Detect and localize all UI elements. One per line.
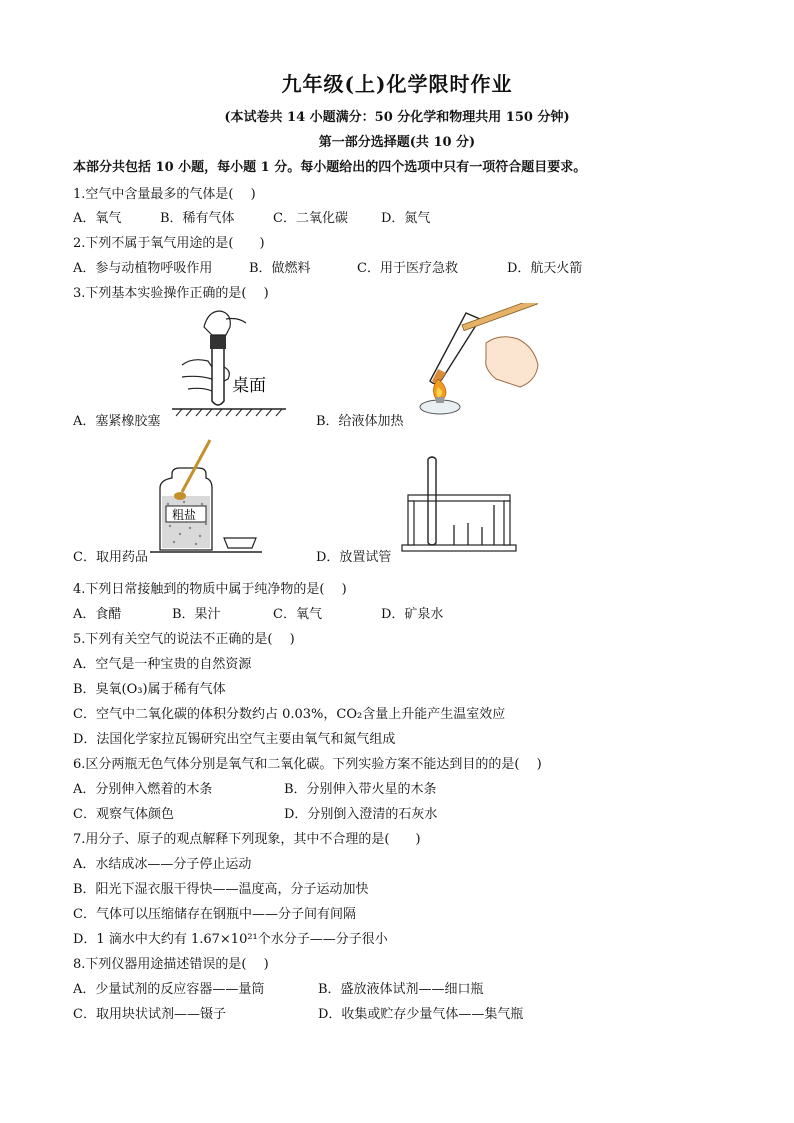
q6-option-c: C．观察气体颜色 <box>73 807 174 822</box>
q5-option-d: D．法国化学家拉瓦锡研究出空气主要由氧气和氮气组成 <box>73 732 396 747</box>
exam-info: (本试卷共 14 小题满分：50 分化学和物理共用 150 分钟) <box>224 110 570 125</box>
q2-option-c: C．用于医疗急救 <box>357 261 458 276</box>
q4-option-d: D．矿泉水 <box>381 607 444 622</box>
q8-option-d: D．收集或贮存少量气体——集气瓶 <box>318 1007 524 1022</box>
q7-option-a: A．水结成冰——分子停止运动 <box>73 857 252 872</box>
figure-a-stopper <box>168 305 290 417</box>
question-7-stem: 7.用分子、原子的观点解释下列现象，其中不合理的是( ) <box>73 832 421 847</box>
q7-option-c: C．气体可以压缩储存在钢瓶中——分子间有间隔 <box>73 907 356 922</box>
salt-label: 粗盐 <box>172 508 197 522</box>
q2-option-b: B．做燃料 <box>249 261 311 276</box>
q7-option-b: B．阳光下湿衣服干得快——温度高，分子运动加快 <box>73 882 369 897</box>
question-8-stem: 8.下列仪器用途描述错误的是( ) <box>73 957 269 972</box>
figure-b-heating <box>400 303 545 415</box>
q2-option-d: D．航天火箭 <box>507 261 583 276</box>
figure-d-test-tube-rack <box>398 455 520 555</box>
section-heading: 第一部分选择题(共 10 分) <box>318 135 476 150</box>
q5-option-b: B．臭氧(O₃)属于稀有气体 <box>73 682 226 697</box>
q8-option-a: A．少量试剂的反应容器——量筒 <box>73 982 265 997</box>
q7-option-d: D．1 滴水中大约有 1.67×10²¹个水分子——分子很小 <box>73 932 388 947</box>
page-title: 九年级(上)化学限时作业 <box>281 72 513 96</box>
q3-option-d: D．放置试管 <box>316 550 392 565</box>
q1-option-b: B．稀有气体 <box>160 211 235 226</box>
question-4-stem: 4.下列日常接触到的物质中属于纯净物的是( ) <box>73 582 347 597</box>
desk-label: 桌面 <box>232 376 266 396</box>
q4-option-c: C．氧气 <box>273 607 322 622</box>
q6-option-b: B．分别伸入带火星的木条 <box>284 782 437 797</box>
q1-option-a: A．氧气 <box>73 211 122 226</box>
q1-option-c: C．二氧化碳 <box>273 211 348 226</box>
q6-option-d: D．分别倒入澄清的石灰水 <box>284 807 438 822</box>
question-1-stem: 1.空气中含量最多的气体是( ) <box>73 187 256 202</box>
q3-option-b: B．给液体加热 <box>316 414 404 429</box>
question-5-stem: 5.下列有关空气的说法不正确的是( ) <box>73 632 295 647</box>
section-instructions: 本部分共包括 10 小题，每小题 1 分。每小题给出的四个选项中只有一项符合题目要求。 <box>73 160 587 175</box>
question-2-stem: 2.下列不属于氧气用途的是( ) <box>73 236 265 251</box>
q5-option-c: C．空气中二氧化碳的体积分数约占 0.03%，CO₂含量上升能产生温室效应 <box>73 707 506 722</box>
question-6-stem: 6.区分两瓶无色气体分别是氧气和二氧化碳。下列实验方案不能达到目的的是( ) <box>73 757 542 772</box>
q4-option-a: A．食醋 <box>73 607 122 622</box>
q8-option-c: C．取用块状试剂——镊子 <box>73 1007 226 1022</box>
figure-c-taking-chemical <box>150 438 265 558</box>
q2-option-a: A．参与动植物呼吸作用 <box>73 261 213 276</box>
q1-option-d: D．氮气 <box>381 211 431 226</box>
q5-option-a: A．空气是一种宝贵的自然资源 <box>73 657 252 672</box>
q3-option-a: A．塞紧橡胶塞 <box>73 414 161 429</box>
q3-option-c: C．取用药品 <box>73 550 148 565</box>
q8-option-b: B．盛放液体试剂——细口瓶 <box>318 982 484 997</box>
question-3-stem: 3.下列基本实验操作正确的是( ) <box>73 286 269 301</box>
q4-option-b: B．果汁 <box>172 607 221 622</box>
q6-option-a: A．分别伸入燃着的木条 <box>73 782 213 797</box>
